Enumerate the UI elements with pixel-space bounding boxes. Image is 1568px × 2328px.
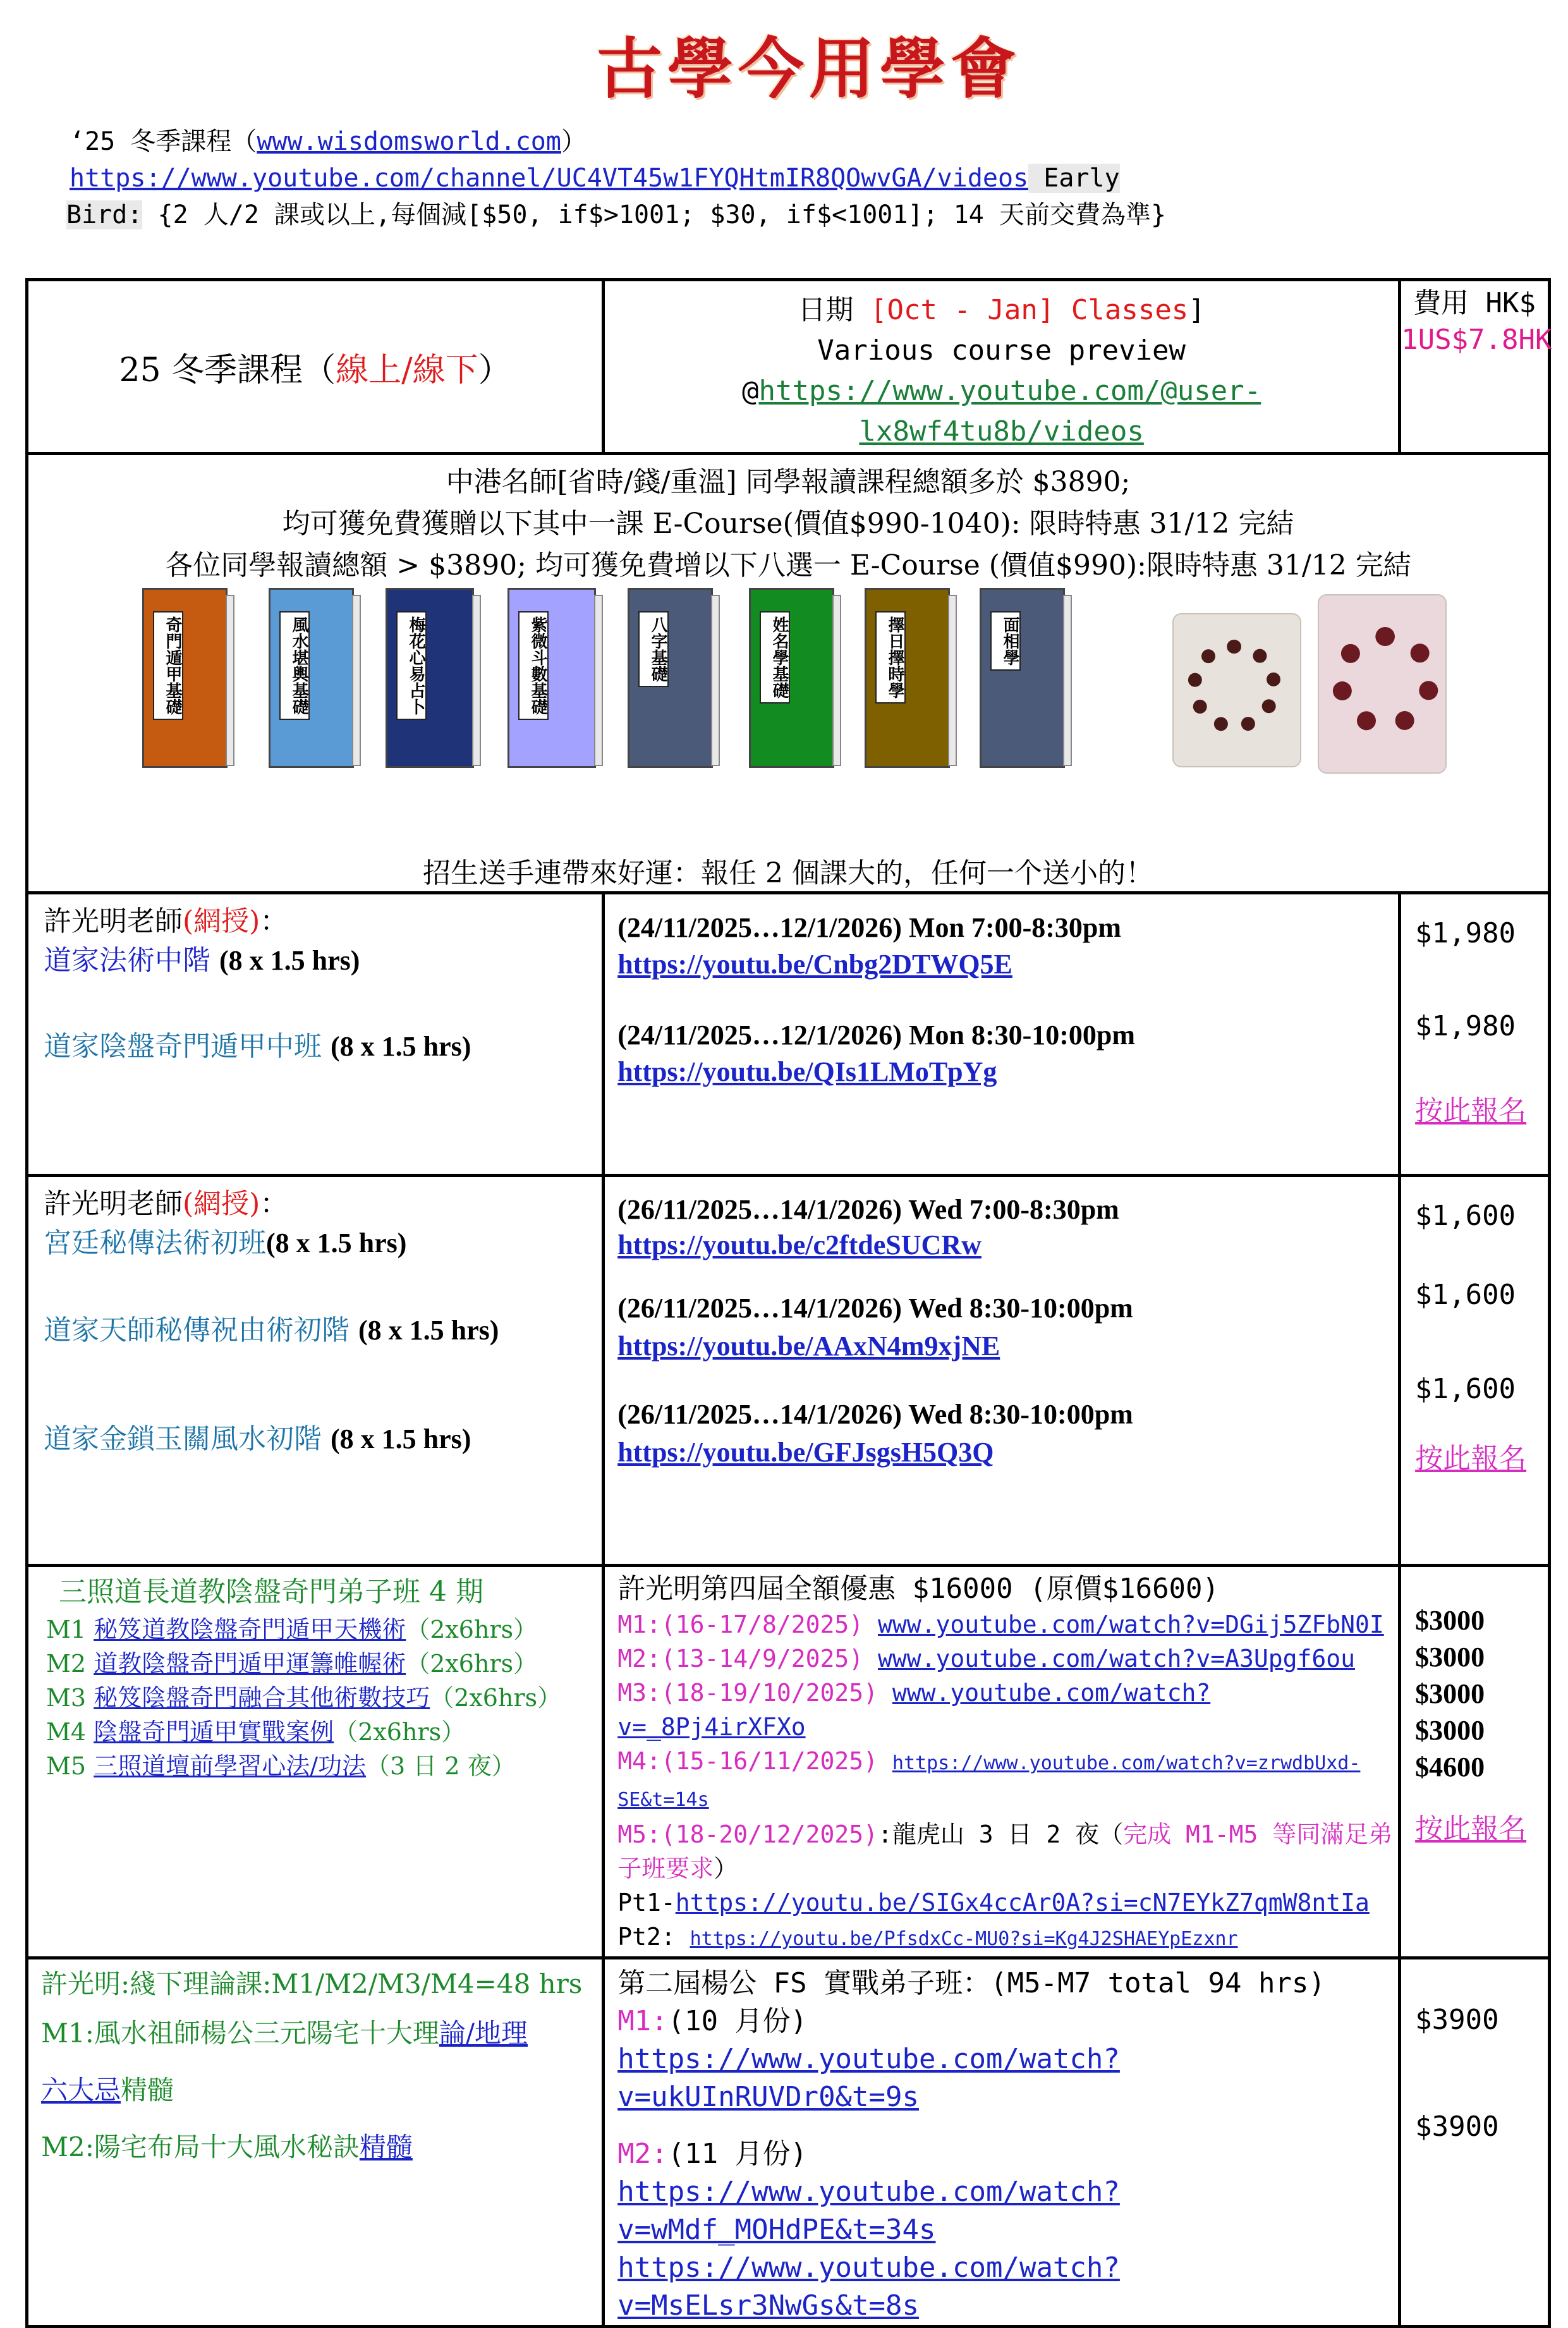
register-link[interactable]: 按此報名 [1415, 1813, 1527, 1845]
intro-prefix: ‘25 冬季課程（ [70, 127, 257, 156]
fs-m2-label: M2: [617, 2138, 668, 2170]
module-price: $3000 [1415, 1605, 1485, 1636]
fs-class-title: 第二屆楊公 FS 實戰弟子班：(M5-M7 total 94 hrs) [617, 1967, 1325, 1999]
header-course-cell [27, 280, 604, 454]
course-video-link[interactable]: https://youtu.be/AAxN4m9xjNE [617, 1331, 1000, 1362]
module-hours: （2x6hrs） [406, 1616, 538, 1643]
promo-row [27, 454, 1550, 893]
table-row [27, 893, 1550, 1176]
module-price: $3000 [1415, 1715, 1485, 1746]
book-title: 風水堪輿基礎 [279, 611, 310, 720]
m5-close: ） [714, 1855, 738, 1882]
course-video-link[interactable]: https://youtu.be/GFJsgsH5Q3Q [617, 1437, 994, 1468]
intro-mid: ） [561, 127, 586, 156]
module-hours: （2x6hrs） [334, 1718, 466, 1746]
section2-schedule-cell [604, 1176, 1400, 1566]
module-price: $3000 [1415, 1642, 1485, 1673]
fs-m1-label: M1: [617, 2005, 668, 2037]
module-date: M3:(18-19/10/2025) [617, 1679, 878, 1707]
course-hours: (8 x 1.5 hrs) [331, 1031, 471, 1062]
fee-rate: 1US$7.8HK [1401, 324, 1552, 356]
m5-note: 完成 M1-M5 等同滿足弟子班要求 [617, 1820, 1393, 1882]
section4-price-cell [1400, 1958, 1550, 2327]
module-code: M5 [46, 1752, 87, 1780]
course-date: (24/11/2025…12/1/2026) Mon 8:30-10:00pm [617, 1020, 1136, 1051]
large-bracelet-image [1318, 594, 1447, 774]
module-code: M3 [46, 1684, 87, 1712]
register-link[interactable]: 按此報名 [1415, 1442, 1527, 1475]
teaching-mode: (網授) [183, 905, 260, 937]
book-qimen[interactable] [142, 588, 228, 768]
course-date: (26/11/2025…14/1/2026) Wed 8:30-10:00pm [617, 1399, 1133, 1430]
table-header-row [27, 280, 1550, 454]
pt1-label: Pt1- [617, 1889, 676, 1917]
book-meihua[interactable] [386, 588, 474, 768]
offline-m1-link-cont[interactable]: 六大忌 [41, 2075, 121, 2106]
book-title: 梅花心易占卜 [396, 611, 427, 720]
fee-label: 費用 HK$ [1413, 287, 1536, 319]
module-video-link[interactable]: https://www.youtube.com/watch?v=zrwdbUxd-SE&t=14s [617, 1752, 1361, 1811]
module-video-link[interactable]: www.youtube.com/watch?v=A3Upgf6ou [878, 1645, 1355, 1673]
promo-cell [27, 454, 1550, 893]
header-title-a: 25 冬季課程（ [119, 351, 336, 389]
preview-at: @ [742, 375, 759, 407]
course-hours: (8 x 1.5 hrs) [331, 1423, 471, 1454]
course-price: $1,980 [1415, 1010, 1516, 1042]
fs-m2-video-link-1[interactable]: https://www.youtube.com/watch?v=wMdf_MOHdPE&t=34s [617, 2176, 1120, 2246]
section1-course-cell [27, 893, 604, 1176]
module-code: M2 [46, 1650, 87, 1678]
module-date: M2:(13-14/9/2025) [617, 1645, 864, 1673]
module-link[interactable]: 秘笈陰盤奇門融合其他術數技巧 [94, 1684, 430, 1712]
section3-schedule-cell [604, 1566, 1400, 1958]
promo-line-1: 中港名師[省時/錢/重溫] 同學報讀課程總額多於 $3890; [446, 466, 1131, 498]
module-code: M4 [46, 1718, 87, 1746]
book-title: 擇日擇時學 [875, 611, 906, 704]
teacher-name: 許光明老師 [44, 905, 183, 937]
section3-price-cell [1400, 1566, 1550, 1958]
course-price: $1,600 [1415, 1279, 1516, 1311]
course-video-link[interactable]: https://youtu.be/c2ftdeSUCRw [617, 1229, 982, 1260]
course-price: $1,600 [1415, 1200, 1516, 1232]
book-ziwei[interactable] [507, 588, 596, 768]
book-bazi[interactable] [628, 588, 713, 768]
fs-price: $3900 [1415, 2004, 1499, 2036]
module-hours: （2x6hrs） [430, 1684, 562, 1712]
date-range: [Oct - Jan] Classes [870, 294, 1189, 326]
book-title: 面相學 [990, 611, 1021, 671]
website-link[interactable]: www.wisdomsworld.com [257, 127, 561, 156]
module-link[interactable]: 三照道壇前學習心法/功法 [94, 1752, 366, 1780]
section4-schedule-cell [604, 1958, 1400, 2327]
course-hours: (8 x 1.5 hrs) [219, 945, 360, 976]
pt1-video-link[interactable]: https://youtu.be/SIGx4ccAr0A?si=cN7EYkZ7qmW8ntIa [675, 1889, 1370, 1917]
book-title: 奇門遁甲基礎 [153, 611, 183, 720]
colon: ： [260, 1188, 288, 1220]
table-row [27, 1176, 1550, 1566]
module-price: $4600 [1415, 1752, 1485, 1783]
course-table [25, 278, 1551, 2328]
colon: ： [260, 905, 288, 937]
course-date: (26/11/2025…14/1/2026) Wed 8:30-10:00pm [617, 1293, 1133, 1324]
teacher-name: 許光明老師 [44, 1188, 183, 1220]
course-price: $1,600 [1415, 1373, 1516, 1405]
course-hours: (8 x 1.5 hrs) [266, 1228, 407, 1258]
course-date: (26/11/2025…14/1/2026) Wed 7:00-8:30pm [617, 1194, 1119, 1225]
module-link[interactable]: 道教陰盤奇門遁甲運籌帷幄術 [94, 1650, 406, 1678]
section2-course-cell [27, 1176, 604, 1566]
course-date: (24/11/2025…12/1/2026) Mon 7:00-8:30pm [617, 912, 1122, 943]
ecourse-books [117, 588, 1568, 771]
book-name-study[interactable] [749, 588, 834, 768]
youtube-channel-link[interactable]: https://www.youtube.com/channel/UC4VT45w1FYQHtmIR8QOwvGA/videos [70, 164, 1029, 193]
pt2-video-link[interactable]: https://youtu.be/PfsdxCc-MU0?si=Kg4J2SHAEYpEzxnr [690, 1928, 1238, 1950]
module-hours: （3 日 2 夜） [366, 1752, 516, 1780]
small-bracelet-image [1172, 613, 1301, 767]
module-video-link[interactable]: www.youtube.com/watch?v=DGij5ZFbN0I [878, 1611, 1384, 1638]
offline-m1-suffix: 精髓 [121, 2075, 174, 2106]
module-date: M1:(16-17/8/2025) [617, 1611, 864, 1638]
gift-text: 招生送手連帶來好運：報任 2 個課大的，任何一个送小的！ [423, 857, 1153, 889]
society-logo [550, 19, 1068, 107]
fs-price: $3900 [1415, 2111, 1499, 2143]
section1-price-cell [1400, 893, 1550, 1176]
header-date-cell [604, 280, 1400, 454]
section4-course-cell [27, 1958, 604, 2327]
offline-m2-prefix: M2:陽宅布局十大風水秘訣 [41, 2131, 360, 2162]
course-name: 道家陰盤奇門遁甲中班 [44, 1030, 322, 1063]
fs-m2-video-link-2[interactable]: https://www.youtube.com/watch?v=MsELsr3NwGs&t=8s [617, 2252, 1120, 2322]
course-name: 宮廷秘傳法術初班 [44, 1227, 266, 1259]
module-date: M4:(15-16/11/2025) [617, 1747, 878, 1775]
fs-m1-video-link[interactable]: https://www.youtube.com/watch?v=ukUInRUVDr0&t=9s [617, 2043, 1120, 2113]
table-row [27, 1566, 1550, 1958]
header-fee-cell [1400, 280, 1550, 454]
module-link[interactable]: 陰盤奇門遁甲實戰案例 [94, 1718, 334, 1746]
module-link[interactable]: 秘笈道教陰盤奇門遁甲天機術 [94, 1616, 406, 1643]
register-link[interactable]: 按此報名 [1415, 1095, 1527, 1127]
book-title: 姓名學基礎 [760, 611, 790, 704]
m5-description: :龍虎山 3 日 2 夜（ [878, 1820, 1124, 1848]
teaching-mode: (網授) [183, 1188, 260, 1220]
offline-m1-prefix: M1:風水祖師楊公三元陽宅十大理 [41, 2018, 439, 2049]
promo-line-3: 各位同學報讀總額 > $3890; 均可獲免費增以下八選一 E-Course (價值$990):限時特惠 31/12 完結 [165, 549, 1411, 582]
intro-paragraph [66, 123, 1523, 233]
course-name: 道家金鎖玉關風水初階 [44, 1423, 322, 1455]
book-fengshui[interactable] [269, 588, 354, 768]
section1-schedule-cell [604, 893, 1400, 1176]
early-bird-offer: {2 人/2 課或以上,每個減[$50, if$>1001; $30, if$<1001]; 14 天前交費為準} [142, 200, 1167, 229]
date-bracket: ] [1188, 294, 1205, 326]
logo-text: 古學今用學會 [596, 30, 1021, 107]
header-title-b: 線上/線下 [336, 351, 478, 389]
book-title: 紫微斗數基礎 [518, 611, 549, 720]
early-bird-label: Bird: [66, 200, 143, 229]
course-video-link[interactable]: https://youtu.be/Cnbg2DTWQ5E [617, 949, 1012, 980]
course-name: 道家法術中階 [44, 944, 210, 977]
module-code: M1 [46, 1616, 87, 1643]
table-row [27, 1958, 1550, 2327]
preview-link[interactable]: https://www.youtube.com/@user-lx8wf4tu8b/videos [758, 375, 1261, 448]
course-price: $1,980 [1415, 917, 1516, 949]
book-face-reading[interactable] [980, 588, 1065, 768]
offline-m1-link[interactable]: 論/地理 [439, 2018, 528, 2049]
section3-course-cell [27, 1566, 604, 1958]
full-payment-offer: 許光明第四屆全額優惠 $16000 (原價$16600) [617, 1573, 1220, 1605]
book-date-selection[interactable] [865, 588, 950, 768]
date-label: 日期 [798, 294, 870, 326]
early-text: Early [1028, 164, 1120, 193]
promo-line-2: 均可獲免費獲贈以下其中一課 E-Course(價值$990-1040): 限時特惠 31/12 完結 [282, 508, 1294, 540]
offline-course-title: 許光明:綫下理論課:M1/M2/M3/M4=48 hrs [41, 1968, 583, 1999]
module-video-link[interactable]: www.youtube.com/watch?v=_8Pj4irXFXo [617, 1679, 1211, 1741]
preview-label: Various course preview [817, 334, 1186, 367]
course-hours: (8 x 1.5 hrs) [358, 1315, 499, 1346]
module-date: M5:(18-20/12/2025) [617, 1820, 878, 1848]
fs-m2-month: (11 月份) [667, 2138, 808, 2170]
fs-m1-month: (10 月份) [667, 2005, 808, 2037]
module-hours: （2x6hrs） [406, 1650, 538, 1678]
module-price: $3000 [1415, 1678, 1485, 1709]
section2-price-cell [1400, 1176, 1550, 1566]
course-video-link[interactable]: https://youtu.be/QIs1LMoTpYg [617, 1056, 997, 1087]
book-title: 八字基礎 [638, 611, 669, 687]
course-name: 道家天師秘傳祝由術初階 [44, 1314, 349, 1346]
pt2-label: Pt2: [617, 1923, 690, 1951]
disciple-class-title: 三照道長道教陰盤奇門弟子班 4 期 [59, 1576, 483, 1608]
header-title-c: ） [478, 351, 511, 389]
offline-m2-link[interactable]: 精髓 [359, 2131, 413, 2162]
